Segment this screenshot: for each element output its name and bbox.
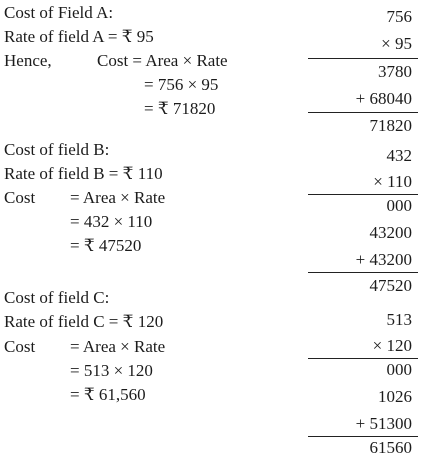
field-c-multiplicand: 513	[386, 310, 412, 329]
field-c-partial-2: 1026	[378, 387, 412, 406]
field-a-rule-2	[308, 112, 418, 113]
field-b-partial-2: 43200	[369, 223, 412, 242]
field-c-rate: Rate of field C = ₹ 120	[4, 312, 164, 331]
field-b-result: = ₹ 47520	[70, 236, 142, 255]
field-b-rule-2	[308, 272, 418, 273]
field-a-multiplicand: 756	[386, 7, 412, 26]
field-c-step: = 513 × 120	[70, 361, 153, 380]
field-a-total: 71820	[369, 116, 412, 135]
field-c-heading: Cost of field C:	[4, 288, 110, 307]
field-c-result: = ₹ 61,560	[70, 385, 146, 404]
field-b-partial-3: + 43200	[355, 250, 412, 269]
field-a-formula: Cost = Area × Rate	[97, 51, 228, 70]
field-b-step: = 432 × 110	[70, 212, 153, 231]
field-b-heading: Cost of field B:	[4, 140, 110, 159]
field-a-multiplier: × 95	[381, 34, 412, 53]
field-c-rule-1	[308, 358, 418, 359]
field-c-formula: = Area × Rate	[70, 337, 166, 356]
field-b-multiplicand: 432	[386, 146, 412, 165]
field-c-rule-2	[308, 436, 418, 437]
field-a-heading: Cost of Field A:	[4, 3, 114, 22]
field-b-total: 47520	[369, 276, 412, 295]
field-a-step: = 756 × 95	[144, 75, 219, 94]
field-a-rate: Rate of field A = ₹ 95	[4, 27, 154, 46]
field-c-partial-1: 000	[386, 360, 412, 379]
field-a-hence: Hence,	[4, 51, 52, 70]
field-c-multiplier: × 120	[372, 336, 412, 355]
field-b-multiplier: × 110	[373, 172, 412, 191]
field-b-rule-1	[308, 194, 418, 195]
field-c-partial-3: + 51300	[355, 414, 412, 433]
field-c-total: 61560	[369, 438, 412, 457]
field-a-result: = ₹ 71820	[144, 99, 216, 118]
field-a-rule-1	[308, 58, 418, 59]
field-b-rate: Rate of field B = ₹ 110	[4, 164, 163, 183]
field-b-partial-1: 000	[386, 196, 412, 215]
field-a-partial-1: 3780	[378, 62, 412, 81]
field-a-partial-2: + 68040	[355, 89, 412, 108]
field-b-formula: = Area × Rate	[70, 188, 166, 207]
field-b-cost-label: Cost	[4, 188, 36, 207]
field-c-cost-label: Cost	[4, 337, 36, 356]
